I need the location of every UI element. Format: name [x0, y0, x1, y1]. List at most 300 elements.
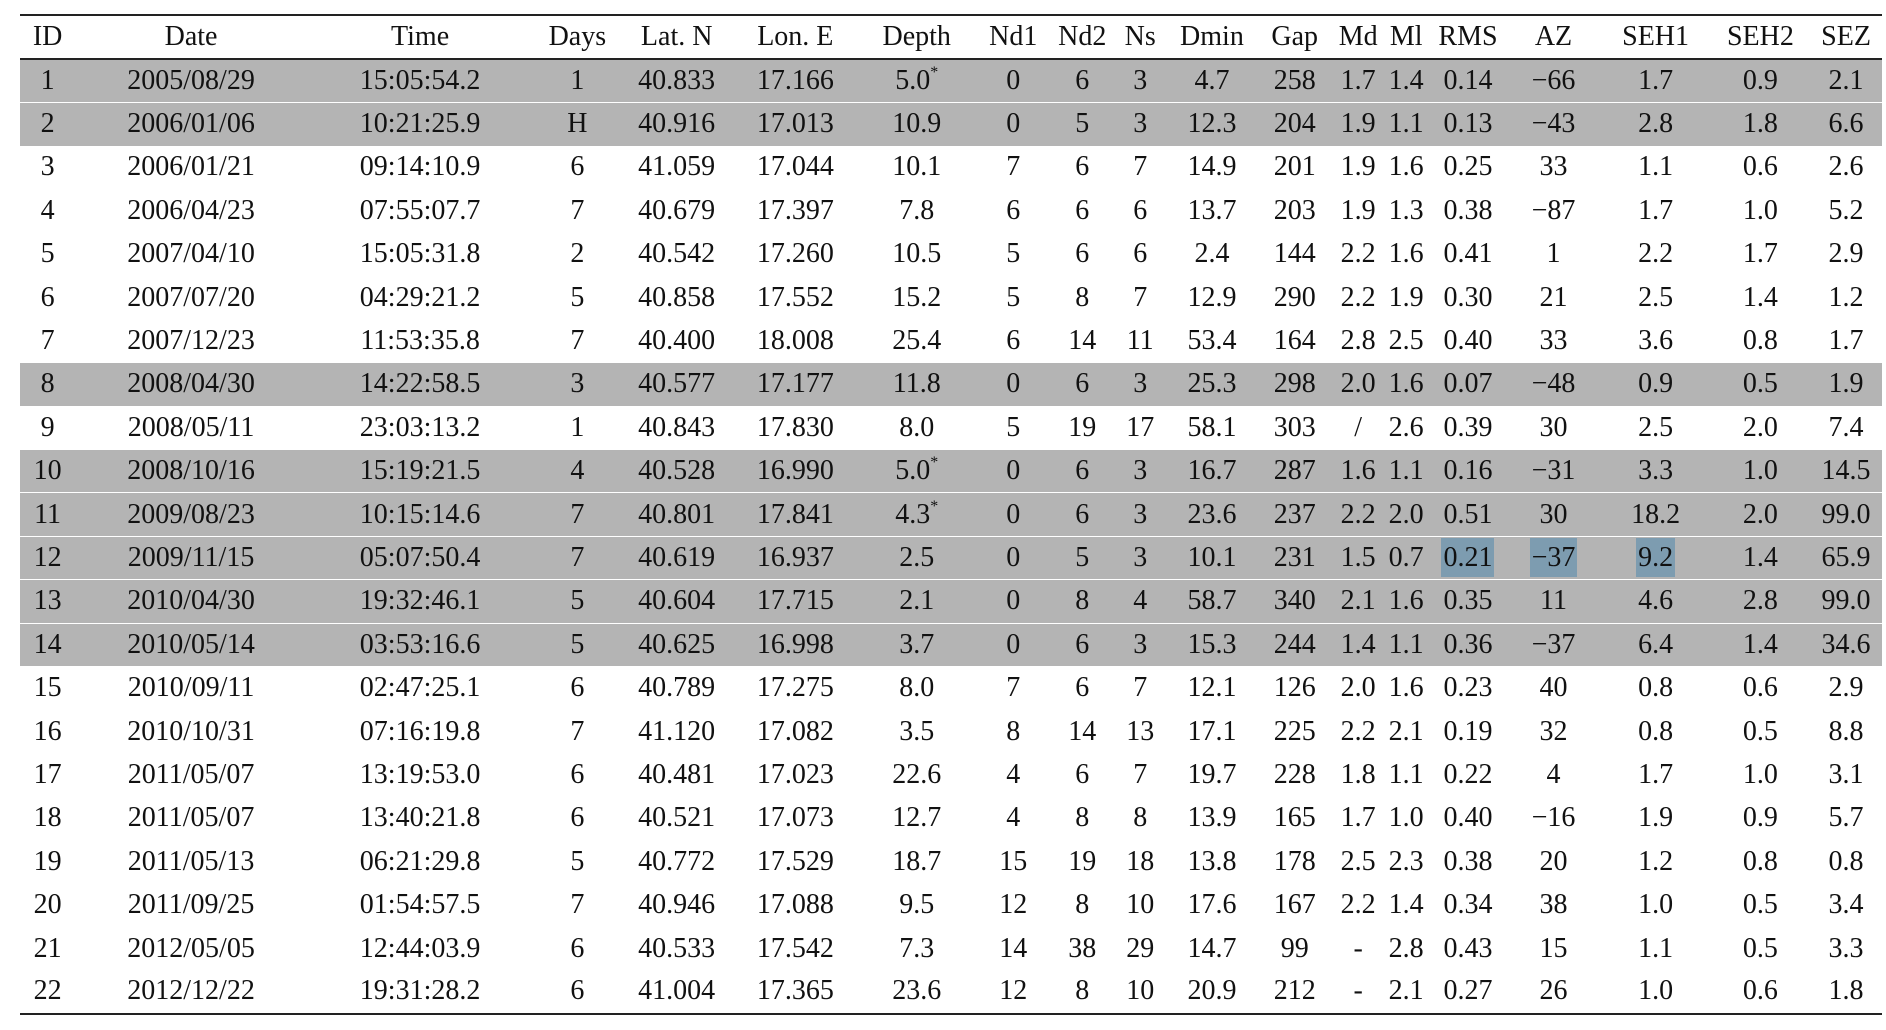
table-cell: 12.1 — [1187, 672, 1237, 704]
table-cell: 1.1 — [1383, 450, 1429, 493]
table-cell: 4 — [533, 450, 621, 493]
table-cell: 0.9 — [1711, 59, 1810, 102]
table-cell: 0.51 — [1429, 493, 1506, 536]
table-cell: 17.552 — [756, 281, 834, 313]
table-cell: 2007/04/10 — [127, 238, 255, 270]
table-cell: 2006/04/23 — [127, 194, 255, 226]
table-cell: 12.3 — [1168, 102, 1256, 145]
table-cell: 1.9 — [1333, 102, 1383, 145]
table-cell: 9 — [40, 411, 55, 443]
table-cell: 3.1 — [1828, 758, 1864, 790]
table-cell: 1.9 — [1388, 281, 1424, 313]
table-cell: 10 — [1113, 970, 1168, 1013]
table-cell: 12 — [20, 536, 75, 579]
header-row — [20, 15, 1882, 59]
table-cell: 13 — [20, 580, 75, 623]
table-cell: 0.21 — [1429, 536, 1506, 579]
table-cell: 8 — [1006, 715, 1021, 747]
table-cell: 5.7 — [1828, 802, 1864, 834]
table-cell: 1.4 — [1388, 889, 1424, 921]
table-cell: 2008/10/16 — [75, 450, 307, 493]
table-cell: 25.3 — [1168, 363, 1256, 406]
table-cell: 13:40:21.8 — [359, 802, 481, 834]
table-cell: 0.14 — [1429, 59, 1506, 102]
table-cell: 1.8 — [1711, 102, 1810, 145]
table-cell: 0.41 — [1443, 238, 1493, 270]
table-cell: 40.542 — [638, 238, 716, 270]
table-cell: 2.2 — [1638, 238, 1674, 270]
table-cell: 13.8 — [1187, 845, 1237, 877]
table-cell: 0.6 — [1742, 672, 1778, 704]
table-cell: 2.5 — [1638, 411, 1674, 443]
table-cell: 10:21:25.9 — [307, 102, 533, 145]
table-cell: 2.5 — [1388, 325, 1424, 357]
table-cell: 0 — [975, 493, 1052, 536]
table-cell: 0.34 — [1443, 889, 1493, 921]
table-cell: 6.6 — [1810, 102, 1882, 145]
column-header-depth: Depth — [859, 15, 975, 59]
table-cell: 0.30 — [1443, 281, 1493, 313]
table-cell: 16.990 — [732, 450, 859, 493]
table-cell: 2010/05/14 — [75, 623, 307, 666]
table-cell: 7 — [1133, 281, 1148, 313]
table-cell: 0.6 — [1742, 151, 1778, 183]
table-cell: 17.1 — [1187, 715, 1237, 747]
table-cell: 1.7 — [1340, 802, 1376, 834]
table-cell: 2.1 — [1388, 715, 1424, 747]
table-cell: 6 — [570, 932, 585, 964]
table-cell: 10 — [1126, 889, 1155, 921]
table-cell: 7 — [1133, 672, 1148, 704]
table-cell: 17.6 — [1187, 889, 1237, 921]
table-cell: 0.9 — [1742, 802, 1778, 834]
table-cell: 30 — [1539, 411, 1568, 443]
table-cell: 6 — [1075, 672, 1090, 704]
table-cell: 8.0 — [899, 672, 935, 704]
table-cell: 1.6 — [1388, 151, 1424, 183]
table-cell: −16 — [1531, 802, 1576, 834]
table-cell: 5 — [570, 281, 585, 313]
table-cell: 7 — [1133, 151, 1148, 183]
table-cell: 244 — [1256, 623, 1333, 666]
table-cell: 14 — [1068, 715, 1097, 747]
table-cell: 38 — [1068, 932, 1097, 964]
table-cell: 40.619 — [622, 536, 732, 579]
table-cell: 17.044 — [756, 151, 834, 183]
table-cell: 237 — [1256, 493, 1333, 536]
table-cell: 17.275 — [756, 672, 834, 704]
table-cell: 1.3 — [1388, 194, 1424, 226]
table-cell: 0.39 — [1443, 411, 1493, 443]
table-cell: 2.0 — [1711, 493, 1810, 536]
table-cell: 14 — [20, 623, 75, 666]
table-cell: 3 — [1113, 536, 1168, 579]
table-cell: −66 — [1507, 59, 1601, 102]
table-cell: 1.4 — [1383, 59, 1429, 102]
table-cell: 2.2 — [1333, 493, 1383, 536]
table-cell: 2011/09/25 — [127, 889, 255, 921]
table-cell: 2011/05/13 — [127, 845, 255, 877]
table-row — [20, 927, 1882, 970]
table-cell: 04:29:21.2 — [359, 281, 481, 313]
column-header-ml: Ml — [1383, 15, 1429, 59]
table-cell: 1.2 — [1638, 845, 1674, 877]
table-cell: 40.604 — [622, 580, 732, 623]
table-cell: 17.529 — [756, 845, 834, 877]
table-cell: 1 — [20, 59, 75, 102]
table-cell: 2.1 — [859, 580, 975, 623]
fixed-depth-marker: * — [930, 497, 939, 515]
table-cell: 19 — [1068, 845, 1097, 877]
table-cell: −87 — [1531, 194, 1576, 226]
table-cell: 6 — [1052, 450, 1113, 493]
table-cell: - — [1333, 970, 1383, 1013]
table-cell: 5 — [1006, 238, 1021, 270]
table-cell: 11 — [20, 493, 75, 536]
table-cell: 41.004 — [622, 970, 732, 1013]
table-cell: 14:22:58.5 — [307, 363, 533, 406]
table-cell: 3.7 — [859, 623, 975, 666]
table-cell: 07:55:07.7 — [359, 194, 481, 226]
table-cell: 1 — [1546, 238, 1561, 270]
table-cell: −43 — [1507, 102, 1601, 145]
table-cell: 15:05:54.2 — [307, 59, 533, 102]
table-cell: 3.5 — [899, 715, 935, 747]
table-row — [20, 363, 1882, 406]
column-header-ns: Ns — [1113, 15, 1168, 59]
table-cell: 1.0 — [1742, 194, 1778, 226]
fixed-depth-marker: * — [930, 63, 939, 81]
column-header-lat-n: Lat. N — [622, 15, 732, 59]
table-cell: 17.088 — [756, 889, 834, 921]
table-cell: 3 — [1113, 102, 1168, 145]
table-cell: 1.1 — [1638, 151, 1674, 183]
table-cell: 2.8 — [1711, 580, 1810, 623]
table-cell: 99 — [1280, 932, 1309, 964]
table-cell: 0 — [975, 580, 1052, 623]
table-row — [20, 146, 1882, 189]
table-cell: 33 — [1539, 325, 1568, 357]
table-cell: 7 — [1006, 672, 1021, 704]
table-cell: 1.4 — [1333, 623, 1383, 666]
column-header-id: ID — [20, 15, 75, 59]
table-cell: 14.9 — [1187, 151, 1237, 183]
table-cell: 10.1 — [892, 151, 942, 183]
table-cell: 58.1 — [1187, 411, 1237, 443]
table-cell: 5.2 — [1828, 194, 1864, 226]
table-row — [20, 580, 1882, 623]
table-cell: −48 — [1507, 363, 1601, 406]
table-cell: 1.4 — [1742, 281, 1778, 313]
column-header-gap: Gap — [1256, 15, 1333, 59]
table-cell: 3 — [1113, 450, 1168, 493]
table-cell: 2.3 — [1388, 845, 1424, 877]
table-cell: 298 — [1256, 363, 1333, 406]
table-cell: 14.5 — [1810, 450, 1882, 493]
table-cell: 18.7 — [892, 845, 942, 877]
table-cell: 26 — [1507, 970, 1601, 1013]
table-cell: 22.6 — [892, 758, 942, 790]
table-cell: 2.9 — [1828, 238, 1864, 270]
table-cell: 165 — [1273, 802, 1316, 834]
table-cell: 4 — [1006, 802, 1021, 834]
column-header-nd2: Nd2 — [1052, 15, 1113, 59]
table-cell: 2.0 — [1383, 493, 1429, 536]
table-cell: 6 — [1006, 194, 1021, 226]
table-cell: 2010/10/31 — [127, 715, 255, 747]
table-cell: 16 — [33, 715, 62, 747]
table-cell: 12:44:03.9 — [359, 932, 481, 964]
table-cell: 2.9 — [1828, 672, 1864, 704]
table-cell: 0.19 — [1443, 715, 1493, 747]
table-cell: 41.059 — [638, 151, 716, 183]
table-cell: 1.4 — [1711, 536, 1810, 579]
table-cell: 0.27 — [1429, 970, 1506, 1013]
table-cell: 17.841 — [732, 493, 859, 536]
table-cell: 201 — [1273, 151, 1316, 183]
table-cell: 40.577 — [622, 363, 732, 406]
table-cell: 6 — [1052, 363, 1113, 406]
table-cell: 2.6 — [1828, 151, 1864, 183]
table-cell: 19:32:46.1 — [307, 580, 533, 623]
table-cell: 20.9 — [1168, 970, 1256, 1013]
column-header-time: Time — [307, 15, 533, 59]
table-cell: 13 — [1126, 715, 1155, 747]
table-cell: 15:19:21.5 — [307, 450, 533, 493]
table-cell: 20 — [1539, 845, 1568, 877]
table-cell: 16.937 — [732, 536, 859, 579]
column-header-days: Days — [533, 15, 621, 59]
table-cell: 18 — [1126, 845, 1155, 877]
table-cell: 2.8 — [1340, 325, 1376, 357]
table-cell: 0.8 — [1638, 715, 1674, 747]
table-cell: 0.23 — [1443, 672, 1493, 704]
table-cell: 1.6 — [1388, 238, 1424, 270]
table-cell: 29 — [1126, 932, 1155, 964]
table-cell: 40.772 — [638, 845, 716, 877]
table-cell: 2.0 — [1742, 411, 1778, 443]
table-cell: 0.07 — [1429, 363, 1506, 406]
table-cell: 2005/08/29 — [75, 59, 307, 102]
table-cell: 0.5 — [1711, 363, 1810, 406]
table-cell: 2.1 — [1383, 970, 1429, 1013]
table-cell: 34.6 — [1810, 623, 1882, 666]
table-cell: 0.5 — [1742, 715, 1778, 747]
table-cell: 5 — [533, 580, 621, 623]
table-cell: 12 — [975, 970, 1052, 1013]
table-cell: 1.0 — [1742, 758, 1778, 790]
table-cell: 0 — [975, 450, 1052, 493]
table-row — [20, 883, 1882, 926]
table-cell: 20 — [33, 889, 62, 921]
table-cell: 2010/09/11 — [127, 672, 255, 704]
table-cell: 3 — [1113, 493, 1168, 536]
table-cell: 0.43 — [1443, 932, 1493, 964]
table-cell: 8 — [1133, 802, 1148, 834]
table-cell: 2011/05/07 — [127, 758, 255, 790]
table-cell: 6 — [570, 758, 585, 790]
table-cell: 7.8 — [899, 194, 935, 226]
table-row — [20, 233, 1882, 276]
table-cell: 3.6 — [1638, 325, 1674, 357]
fixed-depth-marker: * — [930, 453, 939, 471]
table-cell: 10.9 — [859, 102, 975, 145]
table-cell: 0.5 — [1742, 932, 1778, 964]
table-cell: 05:07:50.4 — [307, 536, 533, 579]
table-cell: 2.2 — [1340, 715, 1376, 747]
table-cell: 144 — [1273, 238, 1316, 270]
table-cell: 11 — [1507, 580, 1601, 623]
table-cell: 2.1 — [1333, 580, 1383, 623]
table-cell: 09:14:10.9 — [359, 151, 481, 183]
table-cell: 1.7 — [1742, 238, 1778, 270]
table-cell: 0 — [975, 536, 1052, 579]
table-cell: 10.1 — [1168, 536, 1256, 579]
table-cell: 5 — [1052, 102, 1113, 145]
column-header-date: Date — [75, 15, 307, 59]
table-cell: 40.801 — [622, 493, 732, 536]
table-cell: 2011/05/07 — [127, 802, 255, 834]
table-row — [20, 710, 1882, 753]
table-cell: 17.073 — [756, 802, 834, 834]
table-cell: 02:47:25.1 — [359, 672, 481, 704]
table-cell: 290 — [1273, 281, 1316, 313]
table-cell: 12.9 — [1187, 281, 1237, 313]
table-cell: 126 — [1273, 672, 1316, 704]
table-cell: 12 — [999, 889, 1028, 921]
table-cell: 40.528 — [622, 450, 732, 493]
table-row — [20, 623, 1882, 666]
table-row — [20, 666, 1882, 709]
table-cell: 16.998 — [732, 623, 859, 666]
table-cell: 0.25 — [1443, 151, 1493, 183]
table-cell: 0.8 — [1638, 672, 1674, 704]
table-row — [20, 276, 1882, 319]
table-cell: 14 — [999, 932, 1028, 964]
table-cell: 6 — [1052, 59, 1113, 102]
table-cell: 15.2 — [892, 281, 942, 313]
table-cell: 2.8 — [1600, 102, 1710, 145]
table-cell: 0.36 — [1429, 623, 1506, 666]
table-cell: 7 — [570, 715, 585, 747]
table-row — [20, 753, 1882, 796]
table-cell: 6.4 — [1600, 623, 1710, 666]
table-cell: 1.8 — [1340, 758, 1376, 790]
table-cell: 19 — [1068, 411, 1097, 443]
table-cell: 0.38 — [1443, 194, 1493, 226]
table-cell: 0 — [975, 102, 1052, 145]
table-cell: 1.7 — [1638, 758, 1674, 790]
table-cell: / — [1354, 411, 1363, 443]
table-cell: 2.2 — [1340, 238, 1376, 270]
table-cell: 167 — [1273, 889, 1316, 921]
table-cell: 3 — [1113, 59, 1168, 102]
table-cell: 17.166 — [732, 59, 859, 102]
table-cell: 225 — [1273, 715, 1316, 747]
table-cell: 53.4 — [1187, 325, 1237, 357]
table-cell: 1.7 — [1828, 325, 1864, 357]
table-cell: 17.397 — [756, 194, 834, 226]
table-cell: 17.715 — [732, 580, 859, 623]
table-cell: 7 — [1133, 758, 1148, 790]
table-cell: 1.6 — [1383, 363, 1429, 406]
table-cell: 3.4 — [1828, 889, 1864, 921]
table-cell: 07:16:19.8 — [359, 715, 481, 747]
table-cell: 40 — [1539, 672, 1568, 704]
table-cell: 12.7 — [892, 802, 942, 834]
table-cell: 40.481 — [638, 758, 716, 790]
table-cell: 6 — [40, 281, 55, 313]
table-cell: 4.6 — [1600, 580, 1710, 623]
table-cell: 0 — [975, 363, 1052, 406]
table-cell: 303 — [1273, 411, 1316, 443]
table-cell: 8 — [1075, 889, 1090, 921]
table-cell: 38 — [1539, 889, 1568, 921]
table-cell: 231 — [1256, 536, 1333, 579]
table-cell: 9.5 — [899, 889, 935, 921]
table-cell: 16.7 — [1168, 450, 1256, 493]
table-cell: 2008/05/11 — [127, 411, 255, 443]
table-cell: 1 — [570, 411, 585, 443]
table-cell: 0.40 — [1443, 325, 1493, 357]
table-cell: 0.35 — [1429, 580, 1506, 623]
table-cell: 1.6 — [1383, 580, 1429, 623]
table-cell: 2.8 — [1388, 932, 1424, 964]
table-cell: 5 — [1006, 411, 1021, 443]
column-header-seh2: SEH2 — [1711, 15, 1810, 59]
table-cell: 17.013 — [732, 102, 859, 145]
table-cell: 1.7 — [1600, 59, 1710, 102]
table-row — [20, 797, 1882, 840]
table-cell: 65.9 — [1810, 536, 1882, 579]
table-cell: 4.7 — [1168, 59, 1256, 102]
table-cell: 1.6 — [1388, 672, 1424, 704]
table-cell: 40.833 — [622, 59, 732, 102]
table-cell: 178 — [1273, 845, 1316, 877]
earthquake-table-container — [20, 14, 1882, 1015]
table-cell: 17 — [1126, 411, 1155, 443]
table-cell: - — [1353, 932, 1363, 964]
table-row — [20, 840, 1882, 883]
table-cell: 10:15:14.6 — [307, 493, 533, 536]
table-cell: 9.2 — [1600, 536, 1710, 579]
table-cell: 03:53:16.6 — [307, 623, 533, 666]
table-cell: 2012/05/05 — [127, 932, 255, 964]
table-cell: 15:05:31.8 — [359, 238, 481, 270]
table-cell: 1.0 — [1388, 802, 1424, 834]
table-cell: 58.7 — [1168, 580, 1256, 623]
table-cell: 1.9 — [1340, 194, 1376, 226]
table-cell: 11:53:35.8 — [360, 325, 480, 357]
table-cell: 5.0* — [859, 450, 975, 493]
table-cell: 8 — [1075, 281, 1090, 313]
table-cell: 40.521 — [638, 802, 716, 834]
column-header-nd1: Nd1 — [975, 15, 1052, 59]
table-cell: 4 — [1113, 580, 1168, 623]
table-cell: 0.16 — [1429, 450, 1506, 493]
table-cell: 1.2 — [1828, 281, 1864, 313]
table-cell: 2 — [570, 238, 585, 270]
table-cell: 0.8 — [1828, 845, 1864, 877]
table-cell: 1.0 — [1638, 889, 1674, 921]
table-cell: 19 — [33, 845, 62, 877]
table-cell: 0 — [975, 59, 1052, 102]
table-cell: 2010/04/30 — [75, 580, 307, 623]
table-cell: 7 — [533, 536, 621, 579]
column-header-seh1: SEH1 — [1600, 15, 1710, 59]
table-row — [20, 59, 1882, 102]
table-cell: 22 — [20, 970, 75, 1013]
